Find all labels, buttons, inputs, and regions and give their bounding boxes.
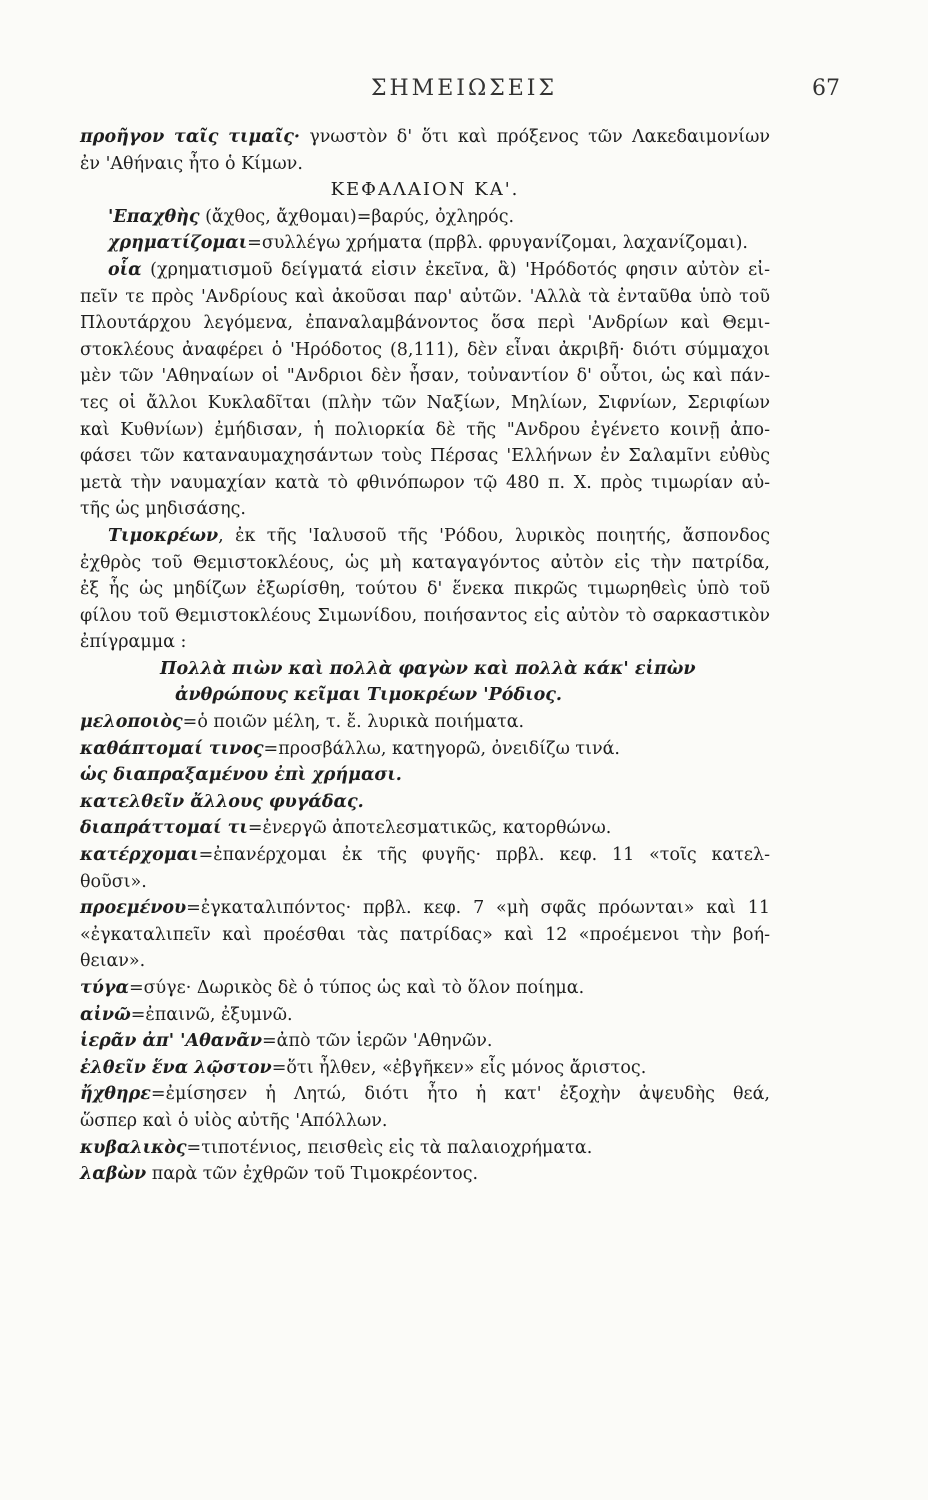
text-line: καὶ Κυθνίων) ἐμήδισαν, ἡ πολιορκία δὲ τῆς "Ανδρου ἐγένετο κοινῇ ἀπο- [80,419,770,440]
text-line: οἷα (χρηματισμοῦ δείγματά εἰσιν ἐκεῖνα, ἃ) 'Ηρόδοτός φησιν αὐτὸν εἰ- [108,259,770,280]
text-line: κατελθεῖν ἄλλους φυγάδας. [80,791,364,812]
text-line: ἐλθεῖν ἕνα λῷστον=ὅτι ἦλθεν, «ἐβγῆκεν» εἷς μόνος ἄριστος. [80,1057,647,1078]
text-line: τύγα=σύγε· Δωρικὸς δὲ ὁ τύπος ὡς καὶ τὸ ὅλον ποίημα. [80,978,585,998]
text-line: κατέρχομαι=ἐπανέρχομαι ἐκ τῆς φυγῆς· πρβλ. κεφ. 11 «τοῖς κατελ- [80,845,770,866]
text-line: 'Επαχθὴς (ἄχθος, ἄχθομαι)=βαρύς, ὀχληρός. [108,206,515,227]
text-line: ὡς διαπραξαμένου ἐπὶ χρήμασι. [80,765,402,786]
text-line: ἐξ ἧς ὡς μηδίζων ἐξωρίσθη, τούτου δ' ἕνεκα πικρῶς τιμωρηθεὶς ὑπὸ τοῦ [80,579,770,600]
text-line: προεμένου=ἐγκαταλιπόντος· πρβλ. κεφ. 7 «μὴ σφᾶς πρόωνται» καὶ 11 [80,898,770,919]
text-line: Πλουτάρχου λεγόμενα, ἐπαναλαμβάνοντος ὅσα περὶ 'Ανδρίων καὶ Θεμι- [80,313,770,334]
text-line: ἐχθρὸς τοῦ Θεμιστοκλέους, ὡς μὴ καταγαγόντος αὐτὸν εἰς τὴν πατρίδα, [80,552,770,573]
text-line: ἱερᾶν ἀπ' 'Αθανᾶν=ἀπὸ τῶν ἱερῶν 'Αθηνῶν. [80,1031,493,1052]
text-line: ἤχθηρε=ἐμίσησεν ἡ Λητώ, διότι ἦτο ἡ κατ' ἐξοχὴν ἀψευδὴς θεά, [80,1084,770,1105]
text-line: λαβὼν παρὰ τῶν ἐχθρῶν τοῦ Τιμοκρέοντος. [80,1164,479,1185]
text-line: θειαν». [80,951,146,972]
text-line: Τιμοκρέων, ἐκ τῆς 'Ιαλυσοῦ τῆς 'Ρόδου, λυρικὸς ποιητής, ἄσπονδος [108,525,770,546]
text-line: ἐν 'Αθήναις ἦτο ὁ Κίμων. [80,153,303,174]
text-line: χρηματίζομαι=συλλέγω χρήματα (πρβλ. φρυγανίζομαι, λαχανίζομαι). [108,233,748,254]
text-line: διαπράττομαί τι=ἐνεργῶ ἀποτελεσματικῶς, κατορθώνω. [80,818,612,839]
epigram-line: Πολλὰ πιὼν καὶ πολλὰ φαγὼν καὶ πολλὰ κάκ' εἰπὼν [160,658,696,679]
epigram-line: ἀνθρώπους κεῖμαι Τιμοκρέων 'Ρόδιος. [175,685,563,706]
chapter-heading: ΚΕΦΑΛΑΙΟΝ ΚΑ'. [330,179,520,201]
text-line: «ἐγκαταλιπεῖν καὶ προέσθαι τὰς πατρίδας» καὶ 12 «προέμενοι τὴν βοή- [80,924,770,945]
text-line: τες οἱ ἄλλοι Κυκλαδῖται (πλὴν τῶν Ναξίων, Μηλίων, Σιφνίων, Σεριφίων [80,392,770,413]
text-line: πεῖν τε πρὸς 'Ανδρίους καὶ ἀκοῦσαι παρ' αὐτῶν. 'Αλλὰ τὰ ἐνταῦθα ὑπὸ τοῦ [80,286,770,307]
text-line: προῆγον ταῖς τιμαῖς· γνωστὸν δ' ὅτι καὶ πρόξενος τῶν Λακεδαιμονίων [80,127,770,147]
notes-body [80,124,770,1188]
text-line: θοῦσι». [80,871,147,892]
text-line: κυβαλικὸς=τιποτένιος, πεισθεὶς εἰς τὰ παλαιοχρήματα. [80,1137,593,1158]
text-line: φάσει τῶν καταναυμαχησάντων τοὺς Πέρσας 'Ελλήνων ἐν Σαλαμῖνι εὐθὺς [80,446,770,467]
page-number: 67 [812,76,840,101]
text-line: ἐπίγραμμα : [80,632,187,653]
text-line: φίλου τοῦ Θεμιστοκλέους Σιμωνίδου, ποιήσαντος εἰς αὐτὸν τὸ σαρκαστικὸν [80,605,770,626]
text-line: αἰνῶ=ἐπαινῶ, ἐξυμνῶ. [80,1004,293,1025]
text-line: τῆς ὡς μηδισάσης. [80,499,246,520]
text-line: μετὰ τὴν ναυμαχίαν κατὰ τὸ φθινόπωρον τῷ 480 π. Χ. πρὸς τιμωρίαν αὐ- [80,472,770,493]
text-line: ὥσπερ καὶ ὁ υἱὸς αὐτῆς 'Απόλλων. [80,1110,388,1131]
text-line: μελοποιὸς=ὁ ποιῶν μέλη, τ. ἔ. λυρικὰ ποιήματα. [80,712,525,733]
running-head: ΣΗΜΕΙΩΣΕΙΣ [370,76,558,101]
text-line: καθάπτομαί τινος=προσβάλλω, κατηγορῶ, ὀνειδίζω τινά. [80,738,620,759]
text-line: στοκλέους ἀναφέρει ὁ 'Ηρόδοτος (8,111), δὲν εἶναι ἀκριβῆ· διότι σύμμαχοι [80,339,770,360]
text-line: μὲν τῶν 'Αθηναίων οἱ "Ανδριοι δὲν ἦσαν, τοὐναντίον δ' οὗτοι, ὡς καὶ πάν- [80,366,770,387]
